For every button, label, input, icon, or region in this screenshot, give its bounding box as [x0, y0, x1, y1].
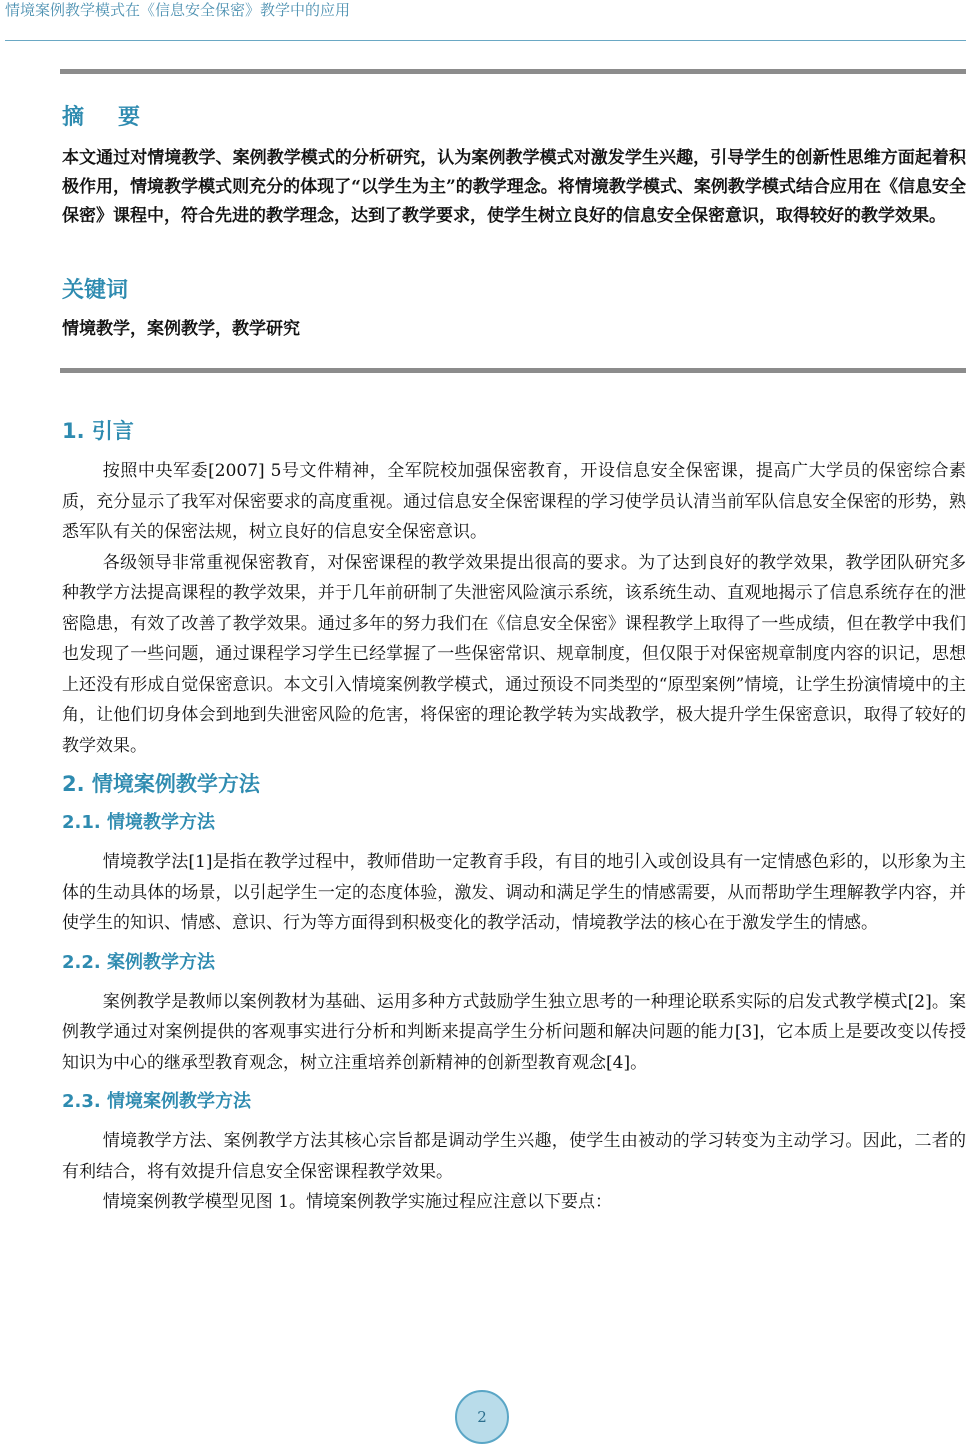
paragraph: 案例教学是教师以案例教材为基础、运用多种方式鼓励学生独立思考的一种理论联系实际的启发式教学模式[2]。案例教学通过对案例提供的客观事实进行分析和判断来提高学生分析问题和解决问题的能力[3]，它本质上是要改变以传授知识为中心的继承型教育观念，树立注重培养创新精神的创新型教育观念[4]。: [62, 991, 966, 1073]
subsection-heading-situational: 2.1. 情境教学方法: [62, 812, 215, 833]
paragraph: 情境案例教学模型见图 1。情境案例教学实施过程应注意以下要点：: [102, 1192, 613, 1212]
keywords-body: 情境教学，案例教学，教学研究: [62, 319, 300, 339]
subsection-heading-case: 2.2. 案例教学方法: [62, 951, 215, 973]
page-number: 2: [477, 1408, 487, 1426]
section-heading-intro: 1. 引言: [62, 419, 134, 443]
bottom-divider: [60, 368, 966, 373]
paragraph: 按照中央军委[2007] 5号文件精神，全军院校加强保密教育，开设信息安全保密课，提高广大学员的保密综合素质，充分显示了我军对保密要求的高度重视。通过信息安全保密课程的学习使学员认清当前军队信息安全保密的形势，熟悉军队有关的保密法规，树立良好的信息安全保密意识。: [62, 461, 966, 542]
running-header: [5, 0, 966, 41]
section-heading-method: 2. 情境案例教学方法: [62, 772, 260, 796]
page-number-badge: [455, 1390, 509, 1444]
top-divider: [60, 69, 966, 74]
paragraph: 情境教学法[1]是指在教学过程中，教师借助一定教育手段，有目的地引入或创设具有一定情感色彩的，以形象为主体的生动具体的场景，以引起学生一定的态度体验，激发、调动和满足学生的情感需要，从而帮助学生理解教学内容，并使学生的知识、情感、意识、行为等方面得到积极变化的教学活动，情境教学法的核心在于激发学生的情感。: [62, 852, 966, 933]
main-content: [62, 408, 966, 1218]
paragraph: 各级领导非常重视保密教育，对保密课程的教学效果提出很高的要求。为了达到良好的教学效果，教学团队研究多种教学方法提高课程的教学效果，并于几年前研制了失泄密风险演示系统，该系统生动、直观地揭示了信息系统存在的泄密隐患，有效了改善了教学效果。通过多年的努力我们在《信息安全保密》课程教学上取得了一些成绩，但在教学中我们也发现了一些问题，通过课程学习学生已经掌握了一些保密常识、规章制度，但仅限于对保密规章制度内容的识记，思想上还没有形成自觉保密意识。本文引入情境案例教学模式，通过预设不同类型的“原型案例”情境，让学生扮演情境中的主角，让他们切身体会到地到失泄密风险的危害，将保密的理论教学转为实战教学，极大提升学生保密意识，取得了较好的教学效果。: [62, 552, 966, 756]
abstract-body: 本文通过对情境教学、案例教学模式的分析研究，认为案例教学模式对激发学生兴趣，引导学生的创新性思维方面起着积极作用，情境教学模式则充分的体现了“以学生为主”的教学理念。将情境教学模式、案例教学模式结合应用在《信息安全保密》课程中，符合先进的教学理念，达到了教学要求，使学生树立良好的信息安全保密意识，取得较好的教学效果。: [62, 148, 966, 226]
keywords-title: 关键词: [62, 278, 129, 303]
subsection-heading-combined: 2.3. 情境案例教学方法: [62, 1091, 251, 1112]
abstract-title: 摘 要: [62, 105, 147, 130]
running-title: 情境案例教学模式在《信息安全保密》教学中的应用: [5, 1, 351, 19]
paragraph: 情境教学方法、案例教学方法其核心宗旨都是调动学生兴趣，使学生由被动的学习转变为主动学习。因此，二者的有利结合，将有效提升信息安全保密课程教学效果。: [62, 1131, 966, 1182]
